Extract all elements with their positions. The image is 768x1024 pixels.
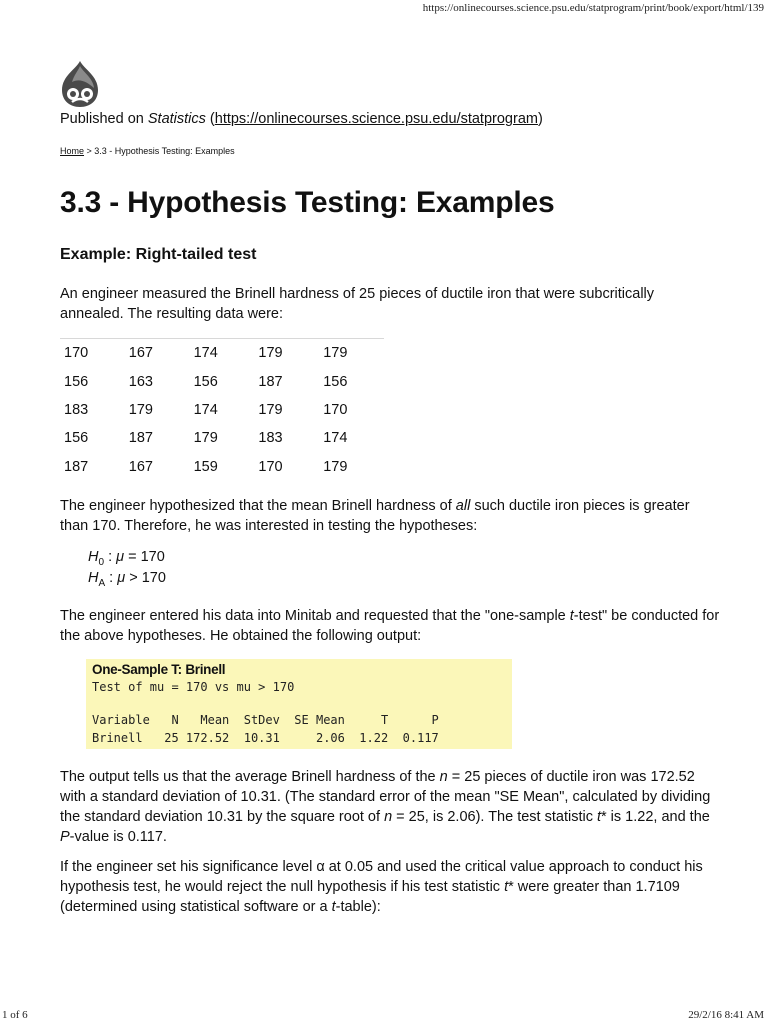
table-cell: 183 <box>258 430 283 447</box>
emphasis-all: all <box>455 498 471 514</box>
data-table <box>60 338 384 481</box>
h-subscript: A <box>98 577 106 589</box>
text-span: The engineer entered his data into Minitab and requested that the "one-sample <box>60 608 570 624</box>
text-span: = 25 pieces of ductile iron was 172.52 with a standard deviation of 10.31. (The standard error of the mean "SE Mean", calculated by dividing the standard deviation 10.31 by the square root of <box>60 769 711 825</box>
critical-value-paragraph <box>60 857 720 917</box>
mu-symbol: μ <box>117 570 126 586</box>
text-span: -value is 0.117. <box>69 829 167 845</box>
minitab-title: One-Sample T: Brinell <box>92 662 226 677</box>
table-row <box>60 396 384 424</box>
h-subscript: 0 <box>98 556 105 568</box>
text-span: -test" be conducted for the above hypotheses. He obtained the following output: <box>60 608 720 644</box>
relation: : <box>104 549 117 565</box>
table-row <box>60 339 384 368</box>
hypothesis-value: > 170 <box>125 570 166 586</box>
italic-n: n <box>384 809 393 825</box>
italic-n: n <box>439 769 448 785</box>
italic-t: t <box>596 809 602 825</box>
table-cell: 179 <box>128 401 153 418</box>
text-span: If the engineer set his significance level α at 0.05 and used the critical value approach to conduct his hypothesis test, he would reject the null hypothesis if his test statistic <box>60 859 703 895</box>
text-span: The engineer hypothesized that the mean Brinell hardness of <box>60 498 456 514</box>
published-close: ) <box>537 111 543 127</box>
print-url: https://onlinecourses.science.psu.edu/statprogram/print/book/export/html/139 <box>422 2 764 14</box>
section-title: Example: Right-tailed test <box>60 246 257 263</box>
table-cell: 179 <box>258 345 283 362</box>
print-datetime: 29/2/16 8:41 AM <box>688 1009 764 1021</box>
table-cell: 174 <box>193 345 218 362</box>
text-span: = 25, is 2.06). The test statistic <box>392 809 597 825</box>
hypothesis-value: = 170 <box>124 549 165 565</box>
table-cell: 179 <box>323 345 348 362</box>
published-prefix: Published on <box>60 111 148 127</box>
table-cell: 174 <box>193 401 218 418</box>
table-cell: 179 <box>258 401 283 418</box>
table-row <box>60 453 384 481</box>
minitab-intro-paragraph <box>60 606 720 646</box>
h-symbol: H <box>88 570 99 586</box>
table-cell: 179 <box>323 458 348 475</box>
table-cell: 187 <box>258 373 283 390</box>
table-cell: 156 <box>64 373 89 390</box>
table-cell: 156 <box>64 430 89 447</box>
alternative-hypothesis <box>88 570 166 589</box>
text-span: * were greater than 1.7109 (determined using statistical software or a <box>60 879 680 915</box>
table-row <box>60 424 384 452</box>
italic-t: t <box>569 608 574 624</box>
site-link[interactable]: https://onlinecourses.science.psu.edu/statprogram <box>214 111 538 127</box>
intro-paragraph: An engineer measured the Brinell hardness of 25 pieces of ductile iron that were subcritically annealed. The resulting data were: <box>60 286 655 322</box>
table-cell: 174 <box>323 430 348 447</box>
null-hypothesis <box>88 549 165 568</box>
breadcrumb-current: > 3.3 - Hypothesis Testing: Examples <box>84 146 235 156</box>
hypothesis-paragraph <box>60 496 720 536</box>
breadcrumb <box>60 146 235 156</box>
site-name: Statistics <box>147 111 206 127</box>
relation: : <box>105 570 118 586</box>
mu-symbol: μ <box>116 549 125 565</box>
table-cell: 159 <box>193 458 218 475</box>
page-title: 3.3 - Hypothesis Testing: Examples <box>60 186 555 219</box>
text-span: such ductile iron pieces is greater than 170. Therefore, he was interested in testing the hypotheses: <box>60 498 690 534</box>
table-cell: 156 <box>193 373 218 390</box>
table-cell: 187 <box>128 430 153 447</box>
italic-t: t <box>504 879 509 895</box>
italic-t: t <box>331 899 336 915</box>
h-symbol: H <box>88 549 99 565</box>
table-cell: 167 <box>128 458 153 475</box>
table-cell: 183 <box>64 401 89 418</box>
published-line <box>60 111 543 127</box>
minitab-output <box>86 659 512 749</box>
table-cell: 187 <box>64 458 89 475</box>
table-cell: 170 <box>64 345 89 362</box>
table-cell: 167 <box>128 345 153 362</box>
text-span: -table): <box>335 899 381 915</box>
text-span: The output tells us that the average Brinell hardness of the <box>60 769 440 785</box>
page-number: 1 of 6 <box>2 1009 28 1021</box>
breadcrumb-home-link[interactable]: Home <box>60 146 85 156</box>
table-cell: 179 <box>193 430 218 447</box>
output-explanation-paragraph <box>60 767 720 847</box>
minitab-test-line: Test of mu = 170 vs mu > 170 <box>92 680 295 694</box>
minitab-header-row: Variable N Mean StDev SE Mean T P <box>92 713 439 727</box>
text-span: * is 1.22, and the <box>601 809 710 825</box>
minitab-result-row: Brinell 25 172.52 10.31 2.06 1.22 0.117 <box>92 731 439 745</box>
table-cell: 163 <box>128 373 153 390</box>
drupal-drop-icon <box>60 60 100 108</box>
table-cell: 170 <box>323 401 348 418</box>
table-cell: 170 <box>258 458 283 475</box>
italic-p: P <box>60 829 70 845</box>
table-row <box>60 367 384 395</box>
table-cell: 156 <box>323 373 348 390</box>
published-open: ( <box>205 111 215 127</box>
